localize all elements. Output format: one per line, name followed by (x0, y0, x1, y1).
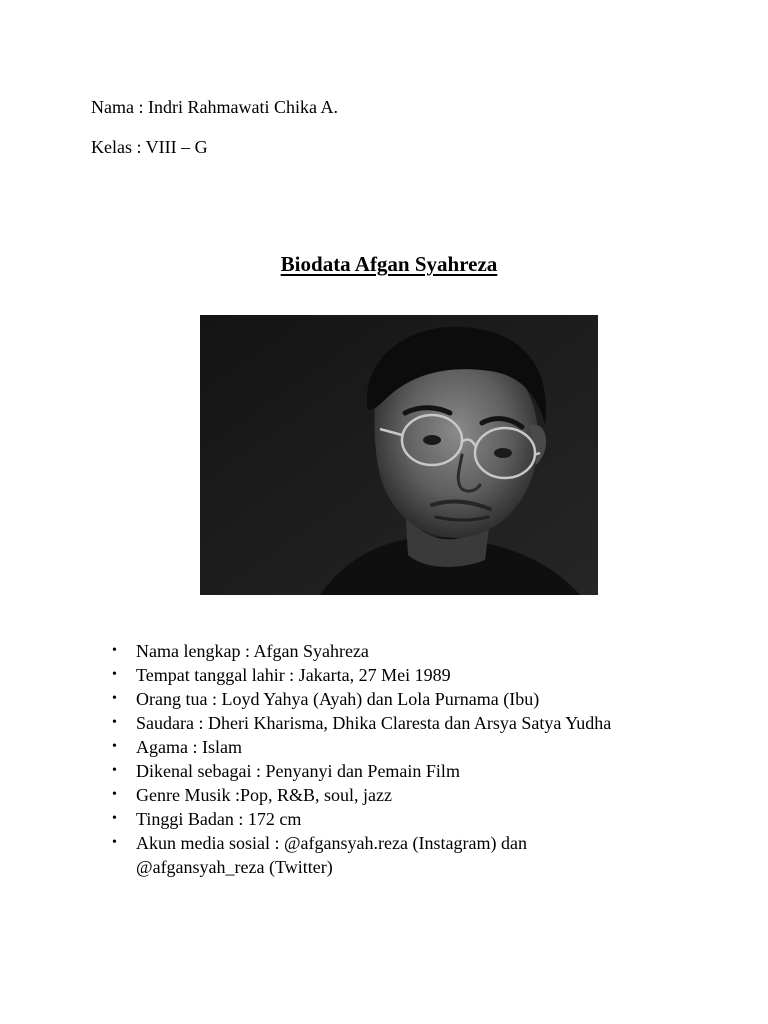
biodata-social-line-1: Akun media sosial : @afgansyah.reza (Instagram) dan (136, 833, 527, 853)
bullet-icon: • (112, 667, 117, 682)
list-item (110, 639, 710, 663)
biodata-social-line-2: @afgansyah_reza (Twitter) (136, 857, 333, 877)
biodata-birth: Tempat tanggal lahir : Jakarta, 27 Mei 1989 (136, 665, 451, 685)
list-item (110, 831, 710, 879)
bullet-icon: • (112, 763, 117, 778)
list-item (110, 687, 710, 711)
biodata-religion: Agama : Islam (136, 737, 242, 757)
list-item (110, 735, 710, 759)
bullet-icon: • (112, 739, 117, 754)
biodata-height: Tinggi Badan : 172 cm (136, 809, 302, 829)
student-name-line: Nama : Indri Rahmawati Chika A. (91, 97, 338, 117)
list-item (110, 711, 710, 735)
biodata-known-as: Dikenal sebagai : Penyanyi dan Pemain Film (136, 761, 460, 781)
portrait-photo (200, 315, 598, 595)
list-item (110, 807, 710, 831)
biodata-list (110, 639, 710, 879)
biodata-siblings: Saudara : Dheri Kharisma, Dhika Claresta dan Arsya Satya Yudha (136, 713, 612, 733)
bullet-icon: • (112, 643, 117, 658)
list-item (110, 759, 710, 783)
biodata-parents: Orang tua : Loyd Yahya (Ayah) dan Lola Purnama (Ibu) (136, 689, 540, 709)
bullet-icon: • (112, 811, 117, 826)
bullet-icon: • (112, 787, 117, 802)
biodata-full-name: Nama lengkap : Afgan Syahreza (136, 641, 369, 661)
biodata-music-genre: Genre Musik :Pop, R&B, soul, jazz (136, 785, 392, 805)
document-title: Biodata Afgan Syahreza (280, 252, 498, 276)
list-item (110, 783, 710, 807)
list-item (110, 663, 710, 687)
bullet-icon: • (112, 835, 117, 850)
portrait-illustration (200, 315, 598, 595)
bullet-icon: • (112, 691, 117, 706)
bullet-icon: • (112, 715, 117, 730)
student-class-line: Kelas : VIII – G (91, 137, 208, 157)
